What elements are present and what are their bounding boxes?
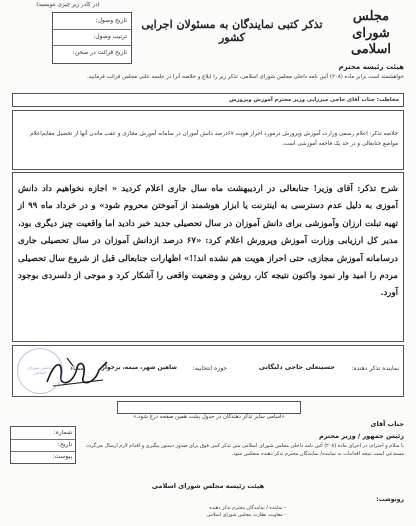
explanation-box [12,172,404,342]
district-name: شاهین شهر، میمه، برخوار [101,365,177,371]
addressee-text: مخاطب: جناب آقای حاجی میرزایی وزیر محترم آموزش وپرورش [229,97,399,103]
logo-line-2: اسلامی [350,42,392,57]
response-recipient: رئیس جمهور / وزیر محترم [318,432,404,440]
rep-label: نماینده تذکر دهنده: [351,365,399,372]
response-date-label: تاریخ: [58,441,72,448]
summary-box [12,110,404,170]
response-signer: هیئت رئیسه مجلس شورای اسلامی [151,482,265,490]
cc-item: - معاونت نظارت مجلس شورای اسلامی [206,513,286,518]
rep-name: حسینعلی حاجی دلیگانی [258,363,335,371]
logo-line-1: مجلس شورای [352,9,390,41]
other-reps-notice [117,401,301,420]
signature-row [12,345,404,397]
cc-label: رونوشت: [376,496,404,503]
receipt-order-label: ترتیب وصول: [93,33,127,40]
no-write-note: (در کادر زیر چیزی ننویسید) [36,2,100,8]
stamp-text: مجلس شورای اسلامی [27,365,53,375]
other-reps-notice-text: «اسامی سایر تذکر دهندگان در جدول پشت همین صفحه درج شود.» [133,414,285,420]
receipt-date-label: تاریخ وصول: [95,17,127,24]
response-body: با سلام و احترام، در اجرای ماده (۲۰۸) آئین نامه داخلی مجلس شورای اسلامی متن تذکر کتبی فوق برای صدور دستور پیگیری و اقدام لازم ارسال می‌گردد. مستدعی است نتیجه اقدامات به نماینده/ نمایندگان محترم تذکر دهنده منعکس شود. [84,443,404,457]
explanation-text: شرح تذکر: آقای وزیر! جنابعالی در اردیبهشت ماه سال جاری اعلام کردید « اجازه نخواهیم داد دانش آموزی به دلیل عدم دسترسی به اینترنت یا ابزار هوشمند از آموختن محروم شود» و در خرداد ماه ۹۹ از تهیه تبلت ارزان وآموزشی برای دانش آموزان در سال تحصیلی جدید خبر دادید اما واقعیت چیز دیگری بود، مدیر کل ارزیابی وزارت آموزش وپرورش اعلام کرد: «۶۷ درصد ازدانش آموزان در سال تحصیلی جاری درسامانه آموزش مجازی، حتی احراز هویت هم نشده اند!!» اظهارات جنابعالی قبل از شروع سال تحصیلی مردم را امید وار نمود واکنون نتیجه کار، روشن و وضعیت واقعی را آشکار کرد و موجی از دلسردی بوجود آورد. [18,184,399,299]
signature-label: امضاء [70,365,85,372]
response-number-label: شماره: [53,429,72,436]
intro-body: خواهشمند است برابر ماده (۲۰۸) آئین نامه داخلی مجلس شورای اسلامی، تذکر زیر را ابلاغ و خلاصه آنرا در جلسه علنی مجلس قرائت فرمایید. [87,74,404,80]
cc-item: - نماینده / نمایندگان محترم تذکر دهنده [209,506,286,511]
receipt-meta-box [52,12,132,64]
form-title: تذکر کتبی نمایندگان به مسئولان اجرایی کشور [141,18,323,44]
intro-addressee: هیئت رئیسه محترم [338,63,404,71]
official-stamp [17,348,63,394]
response-salutation: جناب آقای [370,420,404,428]
reading-date-label: تاریخ قرائت در صحن: [72,49,127,56]
addressee-box [12,93,404,107]
parliament-logo [332,8,410,57]
response-meta-box [10,426,76,464]
district-label: حوزه انتخابیه: [192,365,227,372]
summary-text: خلاصه تذکر: اعلام رسمی وزارت آموزش وپرورش درمورد احراز هویت ۶۷درصد دانش آموزان در سامانه آموزش مجازی و عقب ماندن آنها از تحصیل مقایم‌اعلام مواضع جنابعالی و در حد یک فاجعه آموزشی است. [30,131,398,147]
response-attachment-label: پیوست: [52,453,72,460]
